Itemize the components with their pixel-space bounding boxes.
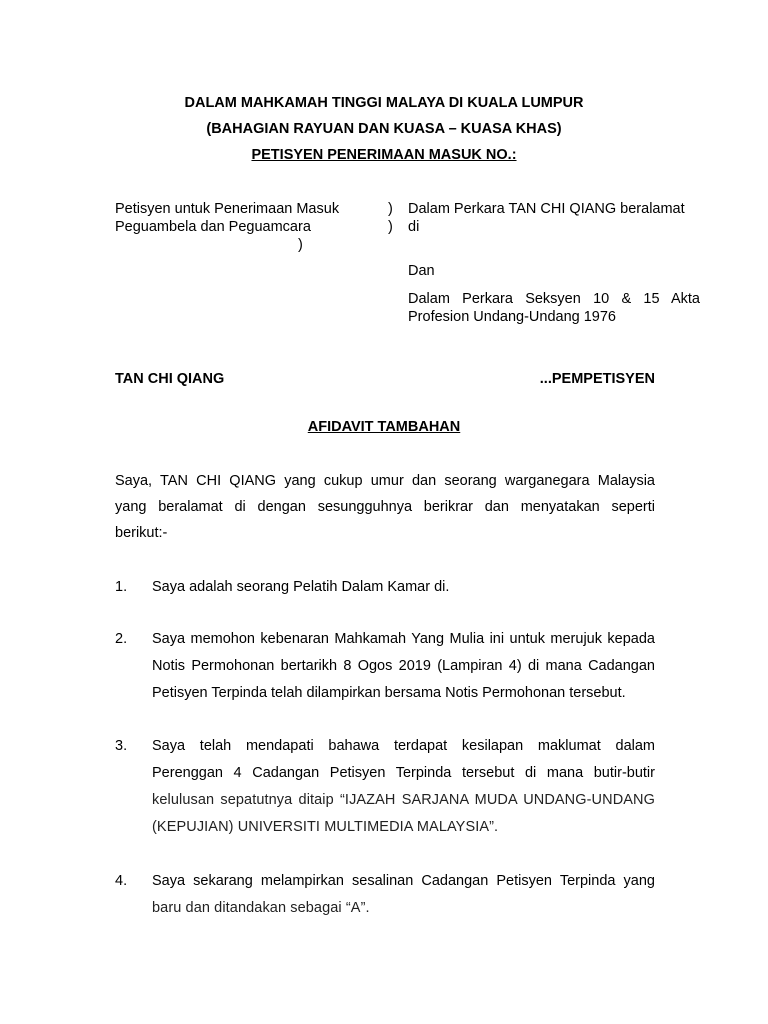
petitioner-role: ...PEMPETISYEN (539, 371, 655, 387)
paragraph-3-line4: (KEPUJIAN) UNIVERSITI MULTIMEDIA MALAYSIA”. (152, 819, 499, 835)
paragraph-number: 4. (115, 873, 128, 889)
paragraph-2-line3: Petisyen Terpinda telah dilampirkan bersama Notis Permohonan tersebut. (152, 685, 626, 701)
paragraph-number: 2. (115, 631, 128, 647)
paragraph-4-line2: baru dan ditandakan sebagai “A”. (152, 900, 370, 916)
paragraph-3-line1: Saya telah mendapati bahawa terdapat kesilapan maklumat dalam (152, 738, 655, 754)
paragraph-2 (115, 626, 655, 707)
paragraph-3-line2: Perenggan 4 Cadangan Petisyen Terpinda tersebut di mana butir-butir (152, 765, 655, 781)
intro-line2: yang beralamat di dengan sesungguhnya berikrar dan menyatakan seperti (115, 499, 655, 515)
caption-left-line2: Peguambela dan Peguamcara (115, 219, 311, 235)
caption-bracket-2: ) (388, 219, 393, 235)
paragraph-3 (115, 733, 655, 841)
paragraph-4 (115, 868, 655, 922)
caption-section-line2: Profesion Undang-Undang 1976 (408, 309, 616, 325)
paragraph-1 (115, 574, 655, 601)
court-division: (BAHAGIAN RAYUAN DAN KUASA – KUASA KHAS) (206, 121, 562, 137)
caption-dan: Dan (408, 263, 435, 279)
petition-number-heading: PETISYEN PENERIMAAN MASUK NO.: (251, 147, 517, 163)
paragraph-1-line1: Saya adalah seorang Pelatih Dalam Kamar di. (152, 579, 450, 595)
caption-right (408, 200, 700, 326)
paragraph-2-line1: Saya memohon kebenaran Mahkamah Yang Mulia ini untuk merujuk kepada (152, 631, 655, 647)
paragraph-2-line2: Notis Permohonan bertarikh 8 Ogos 2019 (Lampiran 4) di mana Cadangan (152, 658, 655, 674)
paragraph-number: 1. (115, 579, 128, 595)
court-name: DALAM MAHKAMAH TINGGI MALAYA DI KUALA LUMPUR (184, 95, 584, 111)
intro-line3: berikut:- (115, 525, 168, 541)
paragraph-4-line1: Saya sekarang melampirkan sesalinan Cadangan Petisyen Terpinda yang (152, 873, 655, 889)
petitioner-name: TAN CHI QIANG (115, 371, 225, 387)
caption-left-paren: ) (298, 237, 303, 253)
intro-line1: Saya, TAN CHI QIANG yang cukup umur dan seorang warganegara Malaysia (115, 473, 655, 489)
court-header (0, 90, 768, 168)
paragraph-3-line3: kelulusan sepatutnya ditaip “IJAZAH SARJANA MUDA UNDANG-UNDANG (152, 792, 655, 808)
document-title: AFIDAVIT TAMBAHAN (307, 419, 461, 435)
caption-bracket-1: ) (388, 201, 393, 217)
caption-brackets (388, 200, 393, 236)
paragraph-number: 3. (115, 738, 128, 754)
caption-left-line1: Petisyen untuk Penerimaan Masuk (115, 201, 340, 217)
caption-section-line1: Dalam Perkara Seksyen 10 & 15 Akta (408, 291, 700, 307)
caption-left (115, 200, 385, 254)
caption-matter-line2: di (408, 219, 420, 235)
intro-paragraph (115, 468, 655, 546)
caption-matter-line1: Dalam Perkara TAN CHI QIANG beralamat (408, 201, 685, 217)
